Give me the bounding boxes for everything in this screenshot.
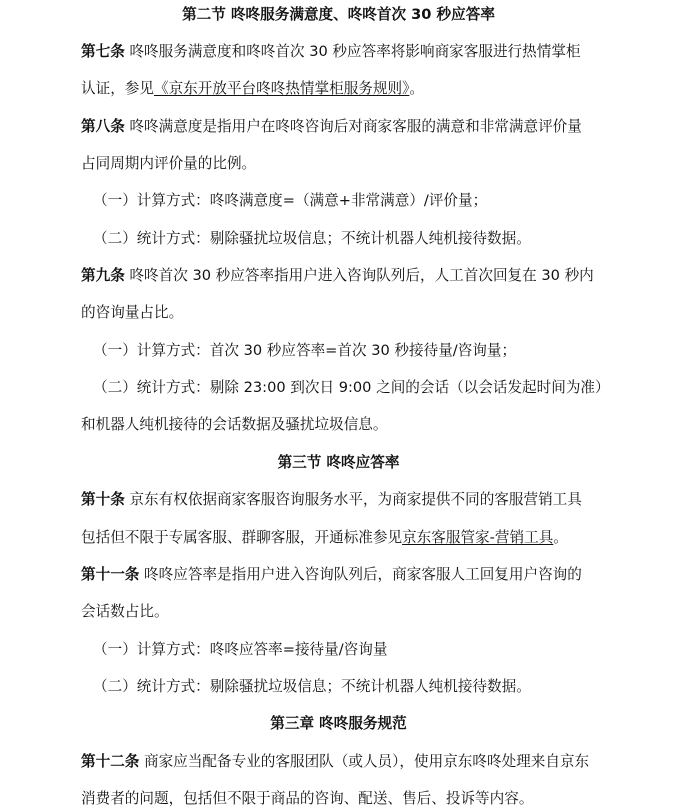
- article-7-text-2-end: 。: [409, 80, 424, 97]
- article-7-line-2: [81, 78, 424, 100]
- article-10-text-1: 京东有权依据商家客服咨询服务水平，为商家提供不同的客服营销工具: [129, 491, 582, 508]
- article-10-text-2: 包括但不限于专属客服、群聊客服，开通标准参见: [81, 529, 403, 546]
- article-8-label: 第八条: [81, 118, 125, 135]
- article-7-line-1: [81, 41, 581, 63]
- article-9-stat-1: （二）统计方式：剔除 23:00 到次日 9:00 之间的会话（以会话发起时间为准）: [93, 379, 610, 396]
- article-12-line-2: 消费者的问题，包括但不限于商品的咨询、配送、售后、投诉等内容。: [81, 790, 534, 807]
- article-8-text-1: 咚咚满意度是指用户在咚咚咨询后对商家客服的满意和非常满意评价量: [129, 118, 582, 135]
- article-7-text-2: 认证，参见: [81, 80, 154, 97]
- article-7-label: 第七条: [81, 43, 125, 60]
- article-10-line-1: [81, 489, 582, 511]
- article-11-calc: （一）计算方式：咚咚应答率=接待量/咨询量: [93, 641, 388, 658]
- article-10-label: 第十条: [81, 491, 125, 508]
- article-9-line-1: [81, 265, 594, 287]
- article-8-calc: （一）计算方式：咚咚满意度=（满意+非常满意）/评价量；: [93, 192, 488, 209]
- article-8-line-2: 占同周期内评价量的比例。: [81, 155, 257, 172]
- article-10-text-2-end: 。: [553, 529, 568, 546]
- article-12-line-1: [81, 751, 589, 773]
- article-9-line-2: 的咨询量占比。: [81, 304, 184, 321]
- article-11-label: 第十一条: [81, 566, 140, 583]
- article-12-text-1: 商家应当配备专业的客服团队（或人员），使用京东咚咚处理来自京东: [144, 753, 590, 770]
- section-3-title: 第三节 咚咚应答率: [277, 454, 400, 471]
- article-9-label: 第九条: [81, 267, 125, 284]
- chapter-3-title: 第三章 咚咚服务规范: [270, 715, 407, 732]
- article-11-line-2: 会话数占比。: [81, 603, 169, 620]
- service-rules-link[interactable]: 《京东开放平台咚咚热情掌柜服务规则》: [153, 80, 410, 97]
- article-12-label: 第十二条: [81, 753, 140, 770]
- marketing-tools-link[interactable]: 京东客服管家-营销工具: [402, 529, 554, 546]
- section-2-title: 第二节 咚咚服务满意度、咚咚首次 30 秒应答率: [182, 6, 495, 23]
- article-8-line-1: [81, 116, 582, 138]
- article-11-text-1: 咚咚应答率是指用户进入咨询队列后，商家客服人工回复用户咨询的: [144, 566, 582, 583]
- article-8-stat: （二）统计方式：剔除骚扰垃圾信息；不统计机器人纯机接待数据。: [93, 230, 531, 247]
- article-11-line-1: [81, 564, 582, 586]
- article-10-line-2: [81, 527, 568, 549]
- article-9-stat-2: 和机器人纯机接待的会话数据及骚扰垃圾信息。: [81, 416, 388, 433]
- article-11-stat: （二）统计方式：剔除骚扰垃圾信息；不统计机器人纯机接待数据。: [93, 678, 531, 695]
- article-9-text-1: 咚咚首次 30 秒应答率指用户进入咨询队列后，人工首次回复在 30 秒内: [129, 267, 594, 284]
- article-7-text-1: 咚咚服务满意度和咚咚首次 30 秒应答率将影响商家客服进行热情掌柜: [129, 43, 581, 60]
- article-9-calc: （一）计算方式：首次 30 秒应答率=首次 30 秒接待量/咨询量；: [93, 342, 517, 359]
